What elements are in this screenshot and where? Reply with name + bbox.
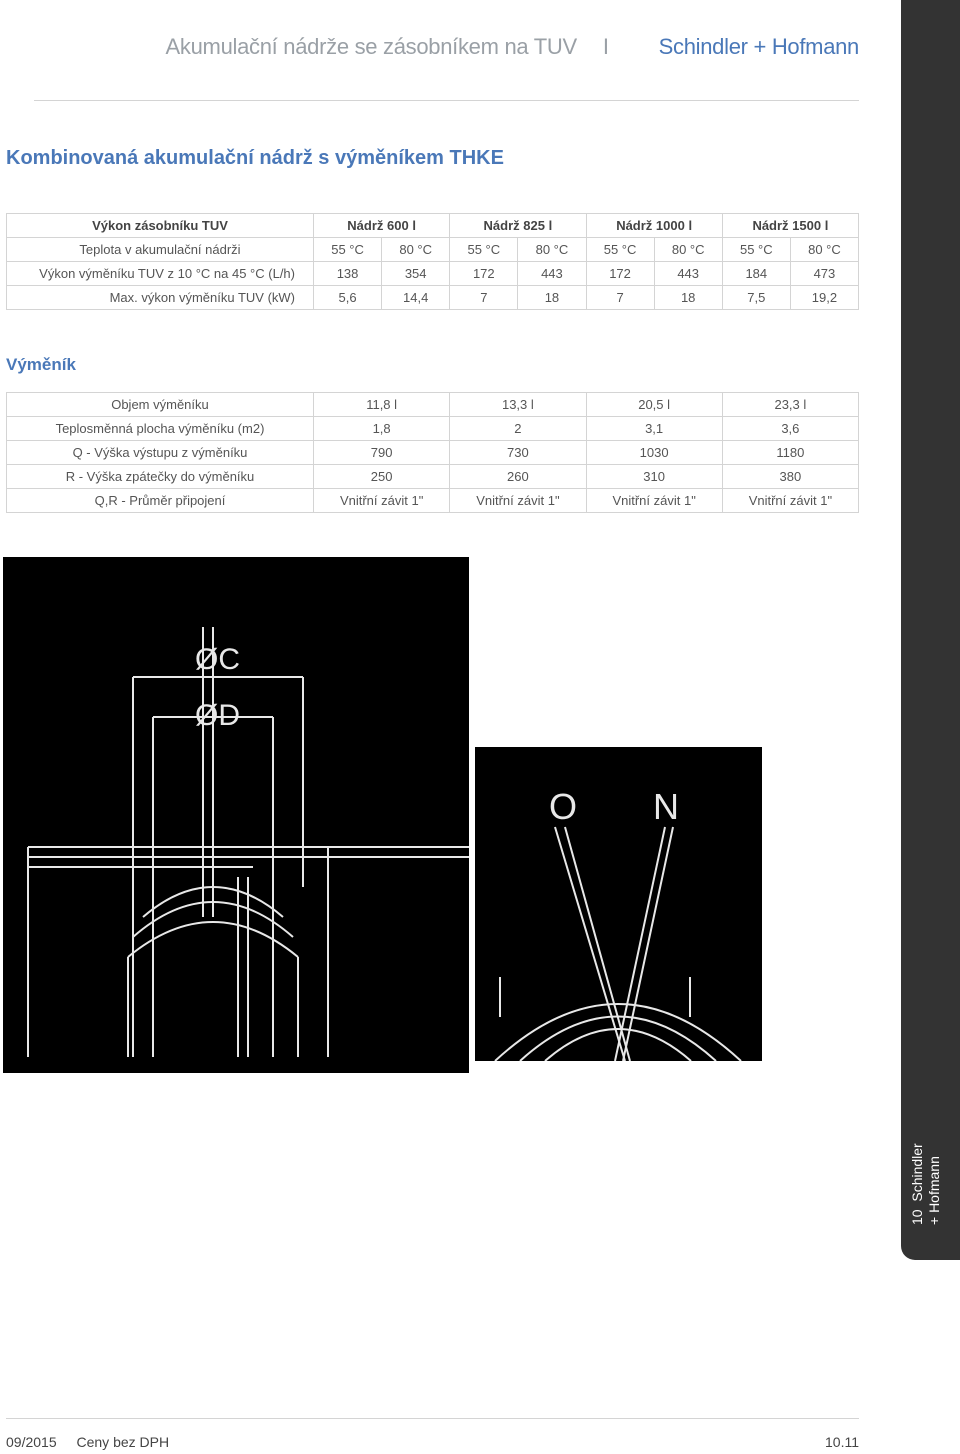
document-title: Akumulační nádrže se zásobníkem na TUV [165,34,577,59]
table-cell: 11,8 l [314,393,450,417]
row-label: Max. výkon výměníku TUV (kW) [7,286,314,310]
table-header-row [7,214,859,238]
row-label: Objem výměníku [7,393,314,417]
table-cell: 1,8 [314,417,450,441]
top-view-drawing [475,747,762,1061]
table-cell: 2 [450,417,586,441]
table-cell: 354 [382,262,450,286]
table-cell: Vnitřní závit 1" [586,489,722,513]
table-cell: Vnitřní závit 1" [450,489,586,513]
diameter-c-label: ØC [195,643,240,676]
table-cell: 18 [654,286,722,310]
page-number: 10.11 [825,1434,859,1450]
footer-divider [6,1418,859,1419]
table-cell: 443 [518,262,586,286]
footer-note: Ceny bez DPH [76,1434,170,1450]
row-label: Teplosměnná plocha výměníku (m2) [7,417,314,441]
footer-left [6,1434,169,1450]
table-cell: 55 °C [722,238,790,262]
table-row [7,286,859,310]
tank-header: Nádrž 1500 l [722,214,858,238]
table-cell: 1180 [722,441,858,465]
table-cell: 14,4 [382,286,450,310]
table-row [7,393,859,417]
table-row [7,417,859,441]
table-cell: 443 [654,262,722,286]
footer-date: 09/2015 [6,1434,57,1450]
side-tab-line1: 10 Schindler [909,1143,925,1225]
front-view-drawing [3,557,469,1073]
table-cell: 13,3 l [450,393,586,417]
table-cell: 23,3 l [722,393,858,417]
table-cell: 80 °C [518,238,586,262]
table-cell: 3,6 [722,417,858,441]
table-cell: 80 °C [382,238,450,262]
table-row [7,262,859,286]
table-row [7,441,859,465]
tank-header: Nádrž 600 l [314,214,450,238]
side-tab-text [909,1025,943,1225]
table-cell: 250 [314,465,450,489]
table-cell: 1030 [586,441,722,465]
table-cell: 20,5 l [586,393,722,417]
table-cell: 473 [790,262,858,286]
table-cell: 172 [450,262,518,286]
table-cell: 3,1 [586,417,722,441]
table-row [7,465,859,489]
top-label-o: O [549,786,578,827]
row-label: Q - Výška výstupu z výměníku [7,441,314,465]
tank-header: Nádrž 825 l [450,214,586,238]
table-cell: 790 [314,441,450,465]
table-cell: 184 [722,262,790,286]
table-cell: 55 °C [586,238,654,262]
diameter-d-label: ØD [195,699,240,732]
exchanger-table [6,392,859,513]
table-cell: 138 [314,262,382,286]
table-row [7,238,859,262]
page-header [0,34,859,60]
side-tab-line2: + Hofmann [926,1156,942,1225]
table-cell: 172 [586,262,654,286]
brand-name: Schindler + Hofmann [658,34,859,59]
table-cell: 18 [518,286,586,310]
top-view-svg [475,747,762,1061]
table-row [7,489,859,513]
table-cell: 310 [586,465,722,489]
table-cell: Vnitřní závit 1" [314,489,450,513]
row-label: Výkon výměníku TUV z 10 °C na 45 °C (L/h) [7,262,314,286]
table-header-label: Výkon zásobníku TUV [7,214,314,238]
table-cell: 7,5 [722,286,790,310]
table-cell: 7 [586,286,654,310]
header-separator: I [602,34,609,59]
table-cell: 55 °C [450,238,518,262]
table-cell: 80 °C [790,238,858,262]
table-cell: 5,6 [314,286,382,310]
table-cell: 380 [722,465,858,489]
row-label: R - Výška zpátečky do výměníku [7,465,314,489]
table-cell: 7 [450,286,518,310]
table-cell: 19,2 [790,286,858,310]
table-cell: 55 °C [314,238,382,262]
row-label: Q,R - Průměr připojení [7,489,314,513]
row-label: Teplota v akumulační nádrži [7,238,314,262]
front-view-svg [3,557,469,1073]
tuv-performance-table [6,213,859,310]
tank-header: Nádrž 1000 l [586,214,722,238]
table-cell: 260 [450,465,586,489]
header-divider [34,100,859,101]
exchanger-section-title: Výměník [6,355,76,374]
table-cell: 730 [450,441,586,465]
page-title: Kombinovaná akumulační nádrž s výměníkem THKE [6,147,504,169]
top-label-n: N [653,786,679,827]
table-cell: Vnitřní závit 1" [722,489,858,513]
table-cell: 80 °C [654,238,722,262]
